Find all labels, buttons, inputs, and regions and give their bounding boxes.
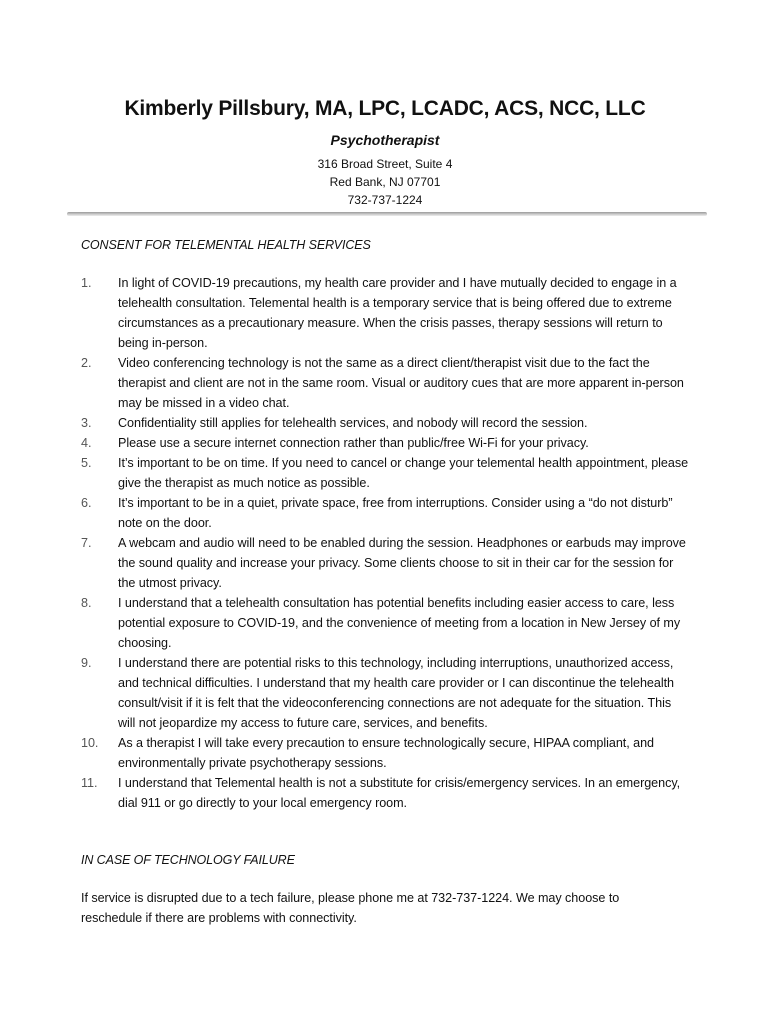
item-text: Please use a secure internet connection rather than public/free Wi-Fi for your privacy. <box>118 436 589 450</box>
item-number: 6. <box>81 496 92 510</box>
item-text: Confidentiality still applies for telehealth services, and nobody will record the session. <box>118 416 588 430</box>
item-number: 8. <box>81 596 92 610</box>
item-text: It’s important to be on time. If you need to cancel or change your telemental health appointment, please give the therapist as much notice as possible. <box>118 456 689 490</box>
header-divider <box>67 212 707 216</box>
list-item <box>81 733 691 773</box>
provider-role: Psychotherapist <box>330 132 440 148</box>
list-item <box>81 493 691 533</box>
item-text: I understand that Telemental health is not a substitute for crisis/emergency services. In an emergency, dial 911 or go directly to your local emergency room. <box>118 776 681 810</box>
list-item <box>81 273 691 353</box>
list-item <box>81 593 691 653</box>
phone-number: 732-737-1224 <box>347 193 423 207</box>
item-text: I understand there are potential risks to this technology, including interruptions, unauthorized access, and technical difficulties. I understand that my health care provider or I can discontinue the telehealth consult/visit if it is felt that the videoconferencing connections are not adequate for the situation. This will not jeopardize my access to future care, services, and benefits. <box>118 656 674 730</box>
technology-failure-text: If service is disrupted due to a tech failure, please phone me at 732-737-1224. We may choose to reschedule if there are problems with connectivity. <box>81 891 620 925</box>
item-number: 10. <box>81 736 99 750</box>
item-number: 7. <box>81 536 92 550</box>
list-item <box>81 353 691 413</box>
item-number: 9. <box>81 656 92 670</box>
item-number: 2. <box>81 356 92 370</box>
list-item <box>81 773 691 813</box>
item-text: In light of COVID-19 precautions, my health care provider and I have mutually decided to engage in a telehealth consultation. Telemental health is a temporary service that is being offered due to extreme circumstances as a precautionary measure. When the crisis passes, therapy sessions will return to being in-person. <box>118 276 677 350</box>
list-item <box>81 533 691 593</box>
list-item <box>81 453 691 493</box>
item-number: 11. <box>81 776 98 790</box>
item-number: 1. <box>81 276 92 290</box>
list-item <box>81 653 691 733</box>
item-number: 4. <box>81 436 92 450</box>
item-text: I understand that a telehealth consultation has potential benefits including easier access to care, less potential exposure to COVID-19, and the convenience of meeting from a location in New Jersey of my choosing. <box>118 596 681 650</box>
consent-section-title: CONSENT FOR TELEMENTAL HEALTH SERVICES <box>81 238 371 252</box>
item-text: As a therapist I will take every precaution to ensure technologically secure, HIPAA compliant, and environmentally private psychotherapy sessions. <box>118 736 654 770</box>
list-item <box>81 433 691 453</box>
list-item <box>81 413 691 433</box>
provider-name: Kimberly Pillsbury, MA, LPC, LCADC, ACS, NCC, LLC <box>124 97 646 120</box>
technology-failure-title: IN CASE OF TECHNOLOGY FAILURE <box>81 853 295 867</box>
letterhead <box>0 94 770 209</box>
consent-list <box>81 273 691 813</box>
item-text: It’s important to be in a quiet, private space, free from interruptions. Consider using a “do not disturb” note on the door. <box>118 496 673 530</box>
item-text: A webcam and audio will need to be enabled during the session. Headphones or earbuds may improve the sound quality and increase your privacy. Some clients choose to sit in their car for the session for the utmost privacy. <box>118 536 686 590</box>
address-line-1: 316 Broad Street, Suite 4 <box>317 157 453 171</box>
address-line-2: Red Bank, NJ 07701 <box>329 175 441 189</box>
item-number: 3. <box>81 416 92 430</box>
item-number: 5. <box>81 456 92 470</box>
item-text: Video conferencing technology is not the same as a direct client/therapist visit due to the fact the therapist and client are not in the same room. Visual or auditory cues that are more apparent in-person may be missed in a video chat. <box>118 356 684 410</box>
